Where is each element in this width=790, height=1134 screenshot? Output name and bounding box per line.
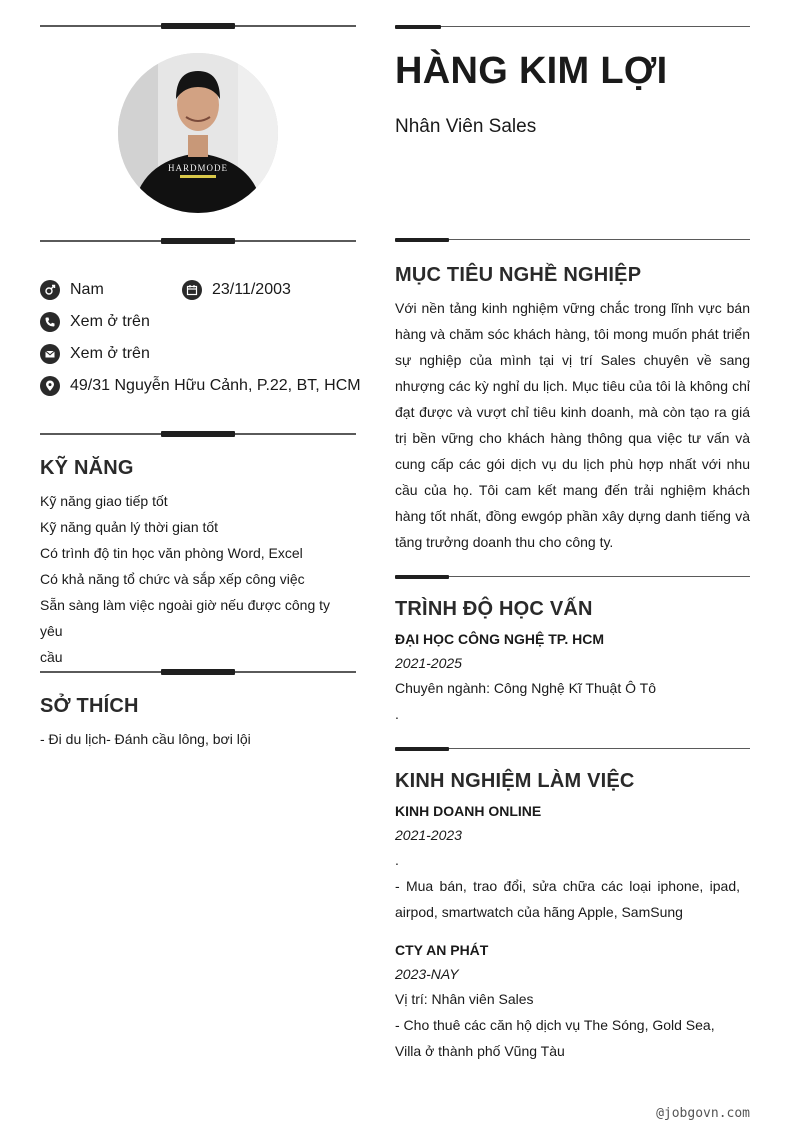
divider-before-experience xyxy=(395,748,750,749)
objective-title: MỤC TIÊU NGHỀ NGHIỆP xyxy=(395,264,642,286)
divider-top-left xyxy=(40,25,356,27)
gender-row xyxy=(40,278,104,302)
job-period: 2021-2023 xyxy=(395,827,462,843)
gender-icon xyxy=(40,280,60,300)
phone-value[interactable]: Xem ở trên xyxy=(70,313,150,330)
phone-row xyxy=(40,310,150,334)
divider-before-objective xyxy=(395,239,750,240)
candidate-role: Nhân Viên Sales xyxy=(395,116,537,137)
job-company: CTY AN PHÁT xyxy=(395,942,489,958)
education-title: TRÌNH ĐỘ HỌC VẤN xyxy=(395,598,593,620)
list-item: Kỹ năng giao tiếp tốt xyxy=(40,493,168,509)
email-icon xyxy=(40,344,60,364)
education-period: 2021-2025 xyxy=(395,655,462,671)
divider-before-education xyxy=(395,576,750,577)
job-description: - Mua bán, trao đổi, sửa chữa các loại iphone, ipad, airpod, smartwatch của hãng Apple, SamSung xyxy=(395,878,740,920)
watermark: @jobgovn.com xyxy=(656,1106,750,1121)
job-line: Vị trí: Nhân viên Sales xyxy=(395,991,534,1007)
portrait-illustration xyxy=(118,53,278,213)
gender-value: Nam xyxy=(70,281,104,298)
job-period: 2023-NAY xyxy=(395,966,459,982)
calendar-icon xyxy=(182,280,202,300)
job-line: . xyxy=(395,852,399,868)
divider-before-hobbies xyxy=(40,671,356,673)
list-item: Có khả năng tổ chức và sắp xếp công việc xyxy=(40,571,305,587)
candidate-name: HÀNG KIM LỢI xyxy=(395,50,668,92)
address-value: 49/31 Nguyễn Hữu Cảnh, P.22, BT, HCM xyxy=(70,377,361,394)
school-name: ĐẠI HỌC CÔNG NGHỆ TP. HCM xyxy=(395,631,604,647)
education-major: Chuyên ngành: Công Nghệ Kĩ Thuật Ô Tô xyxy=(395,680,656,696)
education-extra: . xyxy=(395,706,399,722)
experience-title: KINH NGHIỆM LÀM VIỆC xyxy=(395,770,635,792)
divider-before-skills xyxy=(40,433,356,435)
list-item: Sẵn sàng làm việc ngoài giờ nếu được công ty yêu xyxy=(40,597,331,639)
location-pin-icon xyxy=(40,376,60,396)
job-company: KINH DOANH ONLINE xyxy=(395,803,542,819)
skills-list xyxy=(40,488,356,670)
list-item: cầu xyxy=(40,649,63,665)
avatar-photo xyxy=(118,53,278,213)
birthdate-row xyxy=(182,278,291,302)
email-value[interactable]: Xem ở trên xyxy=(70,345,150,362)
shirt-text: HARDMODE xyxy=(167,163,229,173)
email-row xyxy=(40,342,150,366)
phone-icon xyxy=(40,312,60,332)
skills-title: KỸ NĂNG xyxy=(40,457,134,479)
divider-top-right xyxy=(395,26,750,27)
birthdate-value: 23/11/2003 xyxy=(212,281,291,298)
list-item: Có trình độ tin học văn phòng Word, Excel xyxy=(40,545,303,561)
objective-text: Với nền tảng kinh nghiệm vững chắc trong lĩnh vực bán hàng và chăm sóc khách hàng, tôi mong muốn phát triển sự nghiệp của mình tại vị trí Sales chuyên về sang nhượng các kỳ nghỉ du lịch. Mục tiêu của tôi là không chỉ đạt được và vượt chỉ tiêu kinh doanh, mà còn tạo ra giá trị bền vững cho khách hàng thông qua việc tư vấn và cung cấp các gói dịch vụ du lịch phù hợp nhất với nhu cầu của họ. Tôi cam kết mang đến trải nghiệm khách hàng tốt nhất, đồng ewgóp phần xây dựng danh tiếng và tăng trưởng doanh thu cho công ty. xyxy=(395,300,750,550)
job-description: - Cho thuê các căn hộ dịch vụ The Sóng, Gold Sea, Villa ở thành phố Vũng Tàu xyxy=(395,1017,715,1059)
hobbies-title: SỞ THÍCH xyxy=(40,695,139,717)
divider-under-photo xyxy=(40,240,356,242)
list-item: Kỹ năng quản lý thời gian tốt xyxy=(40,519,219,535)
hobbies-text: - Đi du lịch- Đánh cầu lông, bơi lội xyxy=(40,731,251,747)
address-row xyxy=(40,374,361,398)
